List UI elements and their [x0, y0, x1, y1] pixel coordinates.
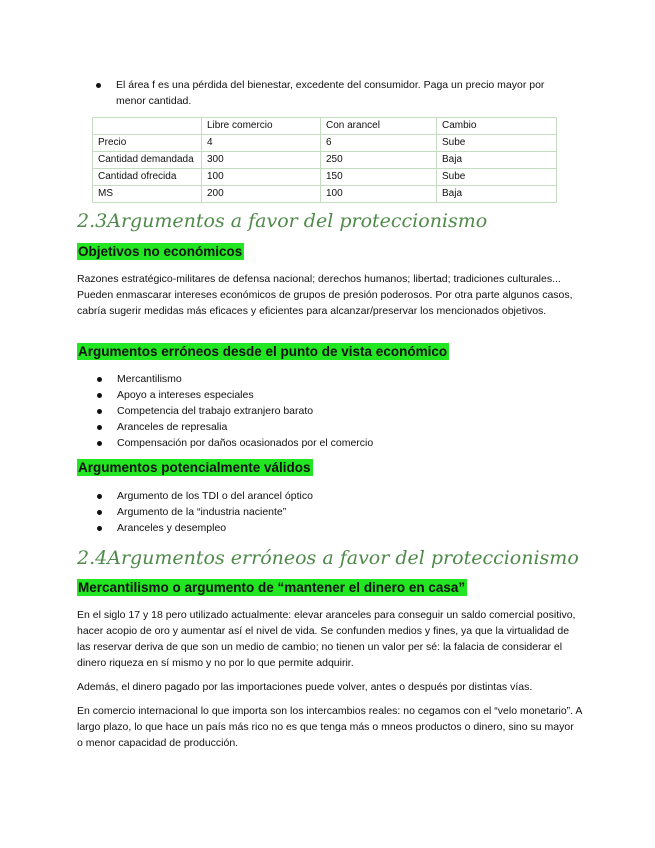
subheading-text: Argumentos potencialmente válidos: [78, 460, 311, 475]
subheading-text: Argumentos erróneos desde el punto de vista económico: [78, 344, 448, 359]
subheading-validos: [77, 459, 313, 477]
list-item: [77, 403, 567, 419]
bullet-icon: [96, 83, 101, 88]
validos-list: [77, 488, 567, 536]
list-item-text: Argumento de los TDI o del arancel óptico: [117, 490, 313, 502]
list-item-text: Aranceles de represalia: [117, 421, 228, 433]
paragraph-mercantilismo-2: Además, el dinero pagado por las importaciones puede volver, antes o después por distintas vías.: [77, 681, 533, 693]
comparison-table: [92, 117, 557, 203]
subheading-objetivos: [77, 243, 244, 261]
table-cell: 100: [321, 186, 437, 203]
list-item-text: Competencia del trabajo extranjero barato: [117, 405, 314, 417]
subheading-text: Objetivos no económicos: [78, 244, 243, 259]
table-cell: 250: [321, 152, 437, 169]
erroneos-list: [77, 371, 567, 451]
table-cell: 200: [202, 186, 321, 203]
table-cell: Baja: [437, 186, 557, 203]
table-cell: Cantidad demandada: [93, 152, 202, 169]
list-item: [77, 520, 567, 536]
table-cell: Cantidad ofrecida: [93, 169, 202, 186]
intro-bullet-text: El área f es una pérdida del bienestar, excedente del consumidor. Paga un precio mayor por menor cantidad.: [116, 79, 545, 107]
bullet-icon: [97, 510, 102, 515]
list-item: [77, 77, 567, 109]
list-item: [77, 371, 567, 387]
table-header-cell: Con arancel: [321, 118, 437, 135]
table-cell: 150: [321, 169, 437, 186]
table-cell: Sube: [437, 135, 557, 152]
subheading-mercantilismo: [77, 579, 467, 597]
list-item: [77, 488, 567, 504]
table-cell: Sube: [437, 169, 557, 186]
list-item-text: Apoyo a intereses especiales: [117, 389, 254, 401]
table-header-cell: [93, 118, 202, 135]
paragraph-mercantilismo-3: En comercio internacional lo que importa son los intercambios reales: no cegamos con el “velo monetario”. A largo plazo, lo que hace un país más rico no es que tenga más o mneos productos o dinero, sino su mayor o menor capacidad de producción.: [77, 705, 582, 749]
paragraph-objetivos: Razones estratégico-militares de defensa nacional; derechos humanos; libertad; tradiciones culturales... Pueden enmascarar intereses económicos de grupos de presión poderosos. Por otra parte algunos casos, cabría sugerir medidas más eficaces y eficientes para alcanzar/preservar los mencionados objetivos.: [77, 273, 573, 317]
bullet-icon: [97, 526, 102, 531]
table-cell: MS: [93, 186, 202, 203]
table-cell: Baja: [437, 152, 557, 169]
table-cell: Precio: [93, 135, 202, 152]
table-row: [93, 186, 557, 203]
paragraph-mercantilismo-1: En el siglo 17 y 18 pero utilizado actualmente: elevar aranceles para conseguir un saldo comercial positivo, hacer acopio de oro y aumentar así el nivel de vida. Se confunden medios y fines, ya que la virtualidad de las reservar deriva de que son un medio de cambio; no tienen un valor per sé: la falacia de considerar el dinero riqueza en sí mismo y no por lo que permite adquirir.: [77, 609, 576, 669]
bullet-icon: [97, 393, 102, 398]
table-row: [93, 152, 557, 169]
list-item: [77, 435, 567, 451]
table-cell: 4: [202, 135, 321, 152]
subheading-erroneos: [77, 343, 449, 361]
bullet-icon: [97, 425, 102, 430]
subheading-text: Mercantilismo o argumento de “mantener el dinero en casa”: [78, 580, 466, 595]
bullet-icon: [97, 441, 102, 446]
table-header-row: [93, 118, 557, 135]
bullet-icon: [97, 494, 102, 499]
table-header-cell: Libre comercio: [202, 118, 321, 135]
table-cell: 300: [202, 152, 321, 169]
table-row: [93, 169, 557, 186]
list-item-text: Mercantilismo: [117, 373, 182, 385]
list-item: [77, 504, 567, 520]
list-item-text: Compensación por daños ocasionados por el comercio: [117, 437, 374, 449]
table-cell: 100: [202, 169, 321, 186]
list-item: [77, 419, 567, 435]
intro-bullet-list: [77, 77, 567, 109]
section-heading-2-3: 2.3Argumentos a favor del proteccionismo: [77, 210, 488, 232]
list-item-text: Argumento de la “industria naciente”: [117, 506, 287, 518]
bullet-icon: [97, 377, 102, 382]
table-header-cell: Cambio: [437, 118, 557, 135]
table-cell: 6: [321, 135, 437, 152]
bullet-icon: [97, 409, 102, 414]
table-row: [93, 135, 557, 152]
list-item-text: Aranceles y desempleo: [117, 522, 227, 534]
section-heading-2-4: 2.4Argumentos erróneos a favor del proteccionismo: [77, 547, 579, 569]
list-item: [77, 387, 567, 403]
